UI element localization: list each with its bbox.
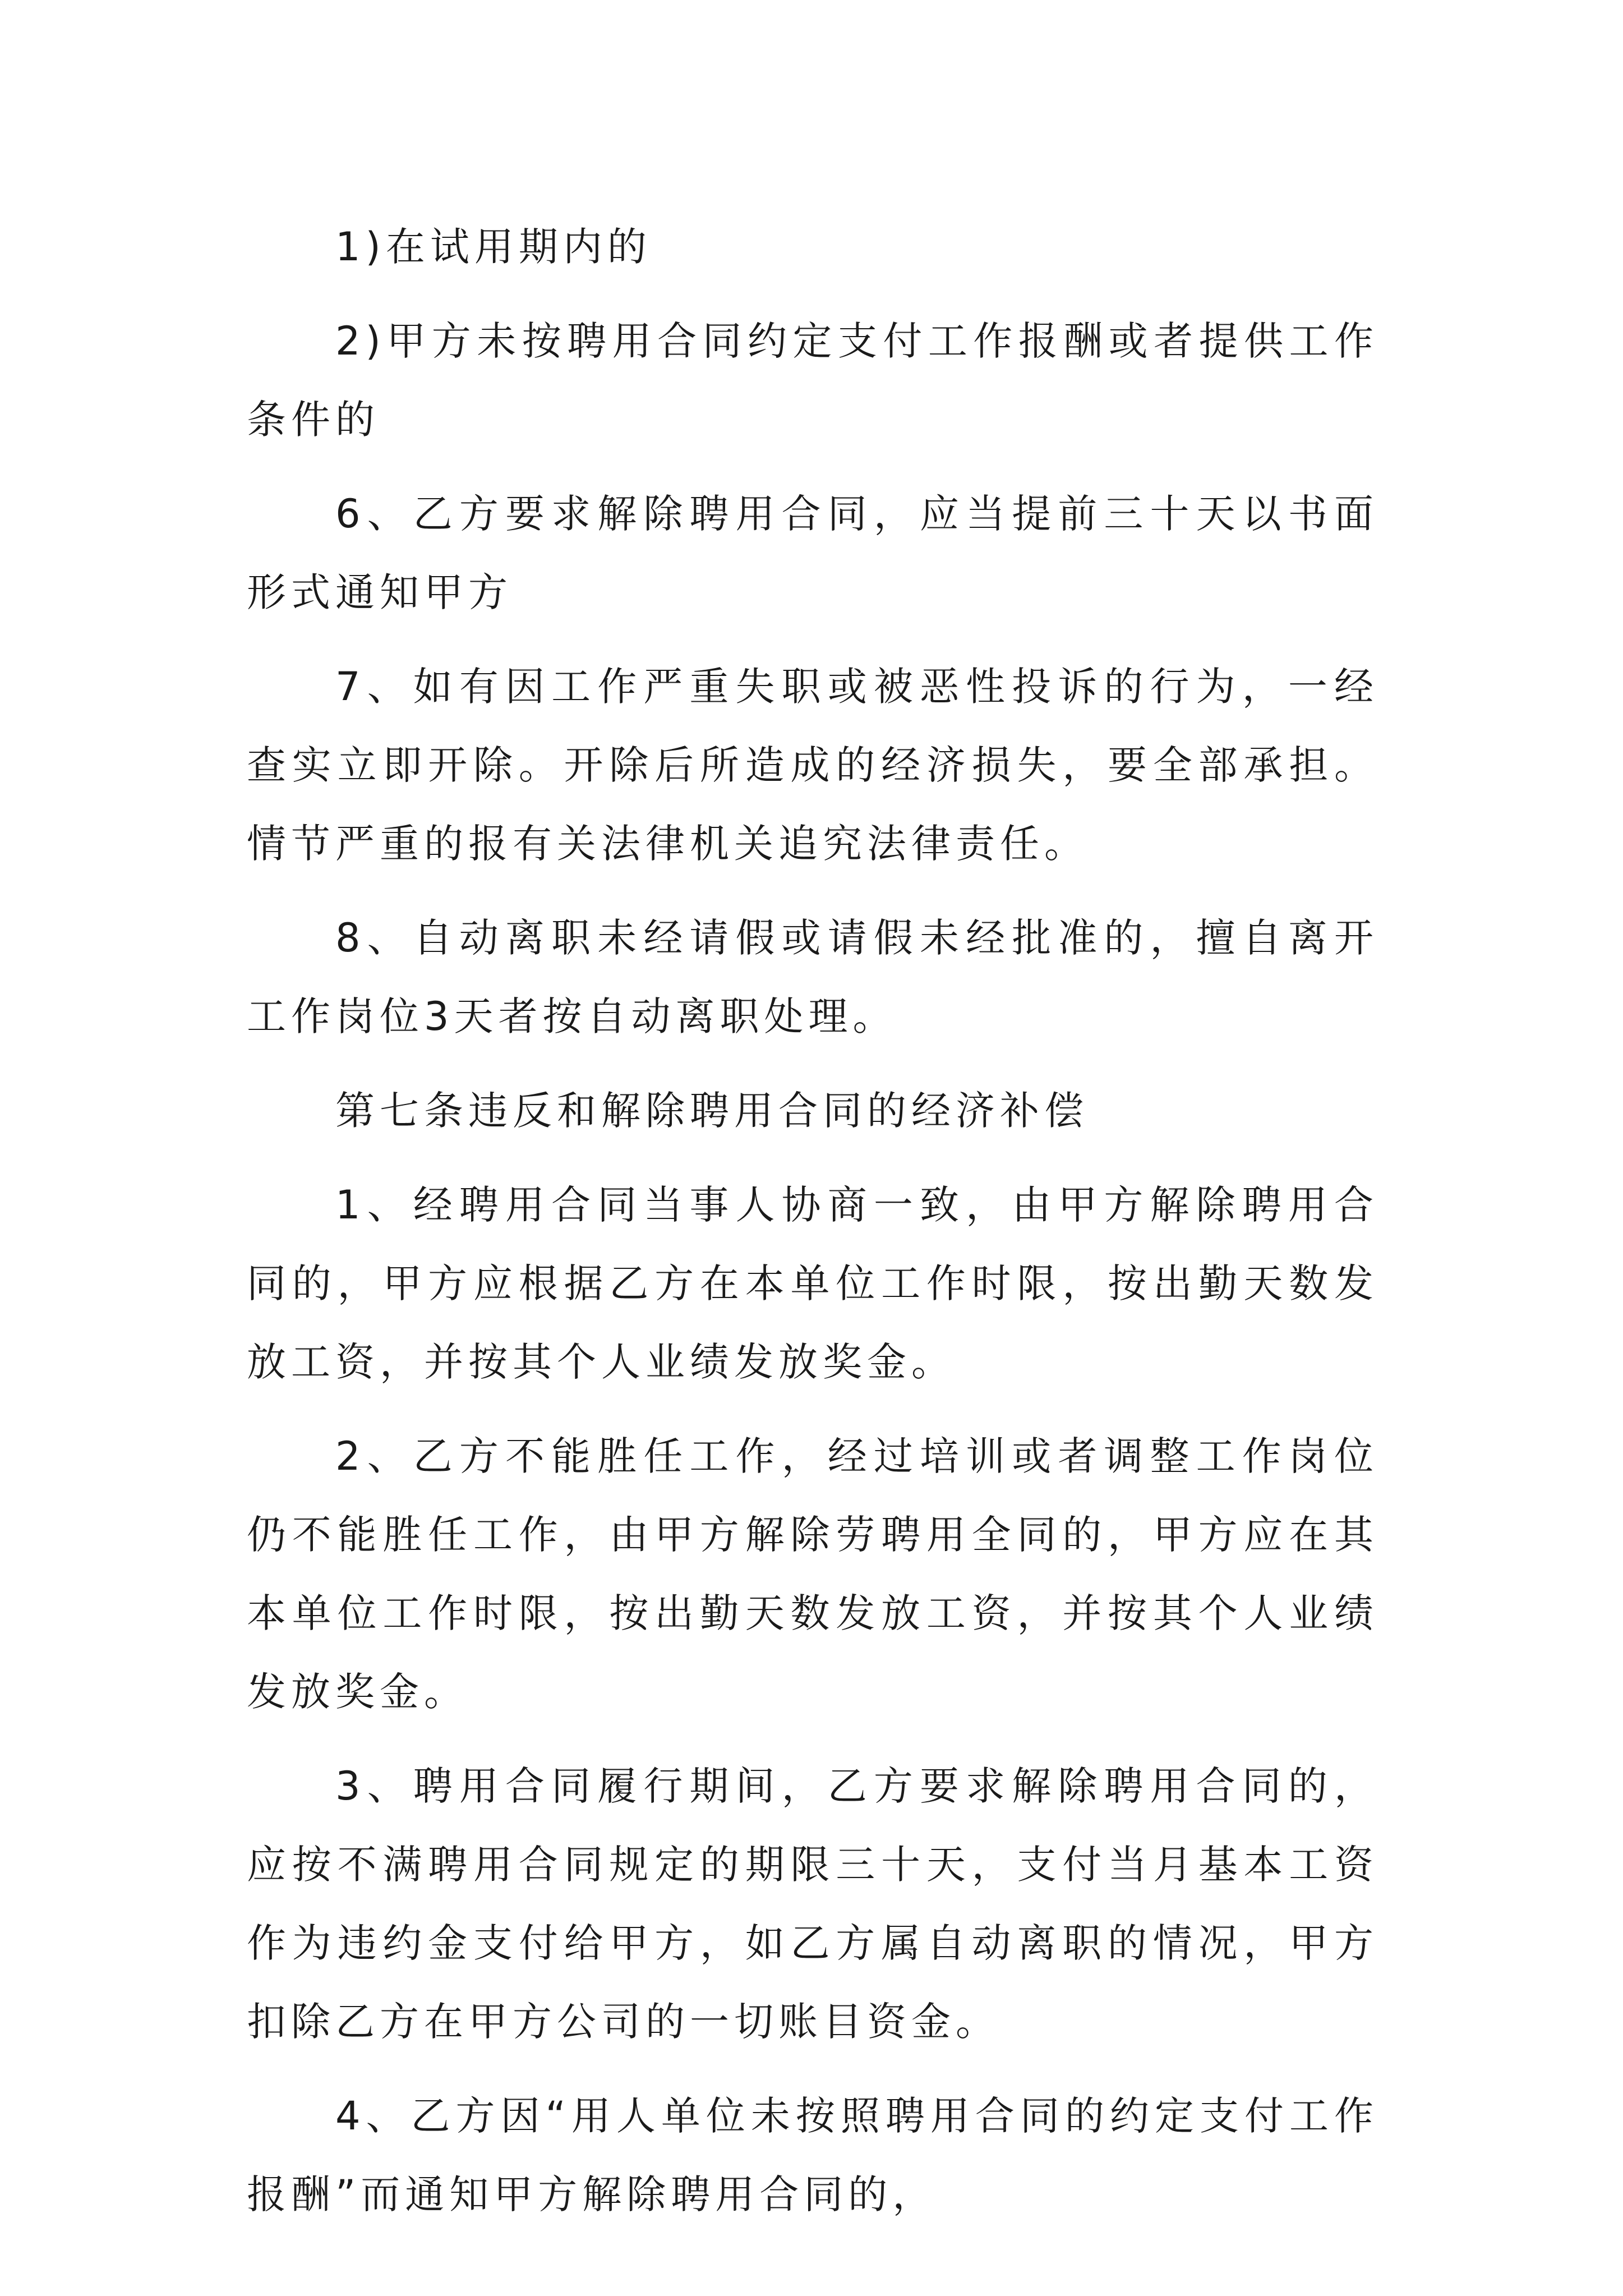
- paragraph-clause-8: 8、自动离职未经请假或请假未经批准的，擅自离开工作岗位3天者按自动离职处理。: [247, 915, 1378, 1039]
- paragraph-unpaid-remuneration: 2)甲方未按聘用合同约定支付工作报酬或者提供工作条件的: [247, 318, 1378, 443]
- paragraph-clause-6: 6、乙方要求解除聘用合同，应当提前三十天以书面形式通知甲方: [247, 491, 1378, 615]
- paragraph-compensation-4: 4、乙方因“用人单位未按照聘用合同的约定支付工作报酬”而通知甲方解除聘用合同的，: [247, 2093, 1378, 2217]
- paragraph-compensation-3: 3、聘用合同履行期间，乙方要求解除聘用合同的，应按不满聘用合同规定的期限三十天，支付当月基本工资作为违约金支付给甲方，如乙方属自动离职的情况，甲方扣除乙方在甲方公司的一切账目资金。: [247, 1763, 1378, 2045]
- document-body: [247, 208, 1378, 2249]
- paragraph-compensation-1: 1、经聘用合同当事人协商一致，由甲方解除聘用合同的，甲方应根据乙方在本单位工作时限，按出勤天数发放工资，并按其个人业绩发放奖金。: [247, 1182, 1378, 1385]
- paragraph-compensation-2: 2、乙方不能胜任工作，经过培训或者调整工作岗位仍不能胜任工作，由甲方解除劳聘用全同的，甲方应在其本单位工作时限，按出勤天数发放工资，并按其个人业绩发放奖金。: [247, 1433, 1378, 1715]
- section-heading-article-7: 第七条违反和解除聘用合同的经济补偿: [335, 1088, 1089, 1134]
- paragraph-probation: 1)在试用期内的: [335, 224, 652, 270]
- paragraph-clause-7: 7、如有因工作严重失职或被恶性投诉的行为，一经查实立即开除。开除后所造成的经济损失，要全部承担。情节严重的报有关法律机关追究法律责任。: [247, 664, 1378, 867]
